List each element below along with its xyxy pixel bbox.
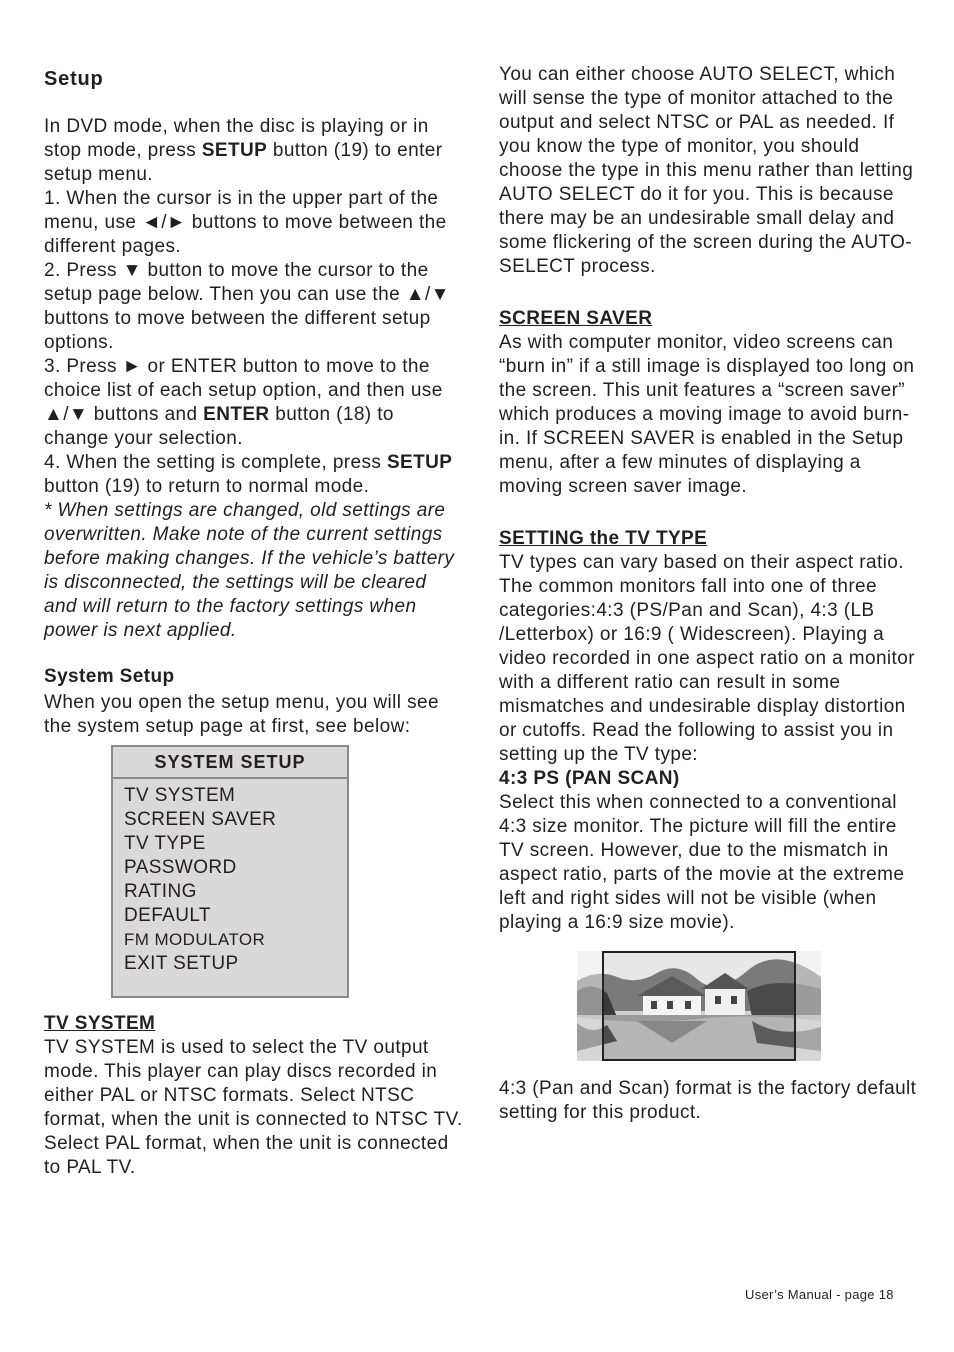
pan-scan-text: Select this when connected to a conventional 4:3 size monitor. The picture will fill the entire TV screen. However, due to the mismatch in aspect ratio, parts of the movie at the extreme left and right sides will not be visible (when playing a 16:9 size movie).	[499, 792, 905, 933]
setup-keyword: SETUP	[201, 140, 268, 161]
menu-items	[113, 779, 347, 996]
step-1-text-end: buttons to move between the different pages.	[44, 212, 447, 257]
right-arrow-icon: ►	[122, 356, 142, 377]
menu-item: DEFAULT	[124, 905, 211, 926]
intro-text: In DVD mode, when the disc is playing or in stop mode, press	[44, 116, 429, 161]
menu-item: RATING	[124, 881, 197, 902]
step-3-text-mid: or ENTER button to move to the choice list of each setup option, and then use	[44, 356, 443, 401]
step-3-text: 3. Press	[44, 356, 123, 377]
setup-keyword: SETUP	[386, 452, 453, 473]
system-setup-text: When you open the setup menu, you will see the system setup page at first, see below:	[44, 692, 439, 737]
system-setup-heading: System Setup	[44, 666, 175, 687]
intro-text-end: button (19) to enter setup menu.	[44, 140, 443, 185]
settings-note: * When settings are changed, old settings are overwritten. Make note of the current settings before making changes. If the vehicle’s battery is disconnected, the settings will be cleared and will return to the factory settings when power is next applied.	[44, 500, 455, 641]
up-down-arrows-icon: ▲/▼	[405, 284, 450, 305]
step-3-text-mid2: buttons and	[88, 404, 204, 425]
page-footer: User’s Manual - page 18	[745, 1287, 894, 1302]
step-3-text-end: button (18) to change your selection.	[44, 404, 394, 449]
pan-scan-heading: 4:3 PS (PAN SCAN)	[499, 768, 680, 789]
up-down-arrows-icon: ▲/▼	[44, 404, 89, 425]
step-4-text-end: button (19) to return to normal mode.	[44, 476, 370, 497]
setup-heading: Setup	[44, 68, 104, 90]
tv-system-heading: TV SYSTEM	[44, 1013, 156, 1034]
menu-item: SCREEN SAVER	[124, 809, 277, 830]
step-2-text-mid: button to move the cursor to the setup page below. Then you can use the	[44, 260, 429, 305]
tv-type-text: TV types can vary based on their aspect ratio. The common monitors fall into one of three categories:4:3 (PS/Pan and Scan), 4:3 (LB /Letterbox) or 16:9 ( Widescreen). Playing a video recorded in one aspect ratio on a monitor with a different ratio can result in some mismatches and undesirable display distortion or cutoffs. Read the following to assist you in setting up the TV type:	[499, 552, 915, 765]
tv-type-heading: SETTING the TV TYPE	[499, 528, 708, 549]
tv-system-text: TV SYSTEM is used to select the TV output mode. This player can play discs recorded in either PAL or NTSC formats. Select NTSC format, when the unit is connected to NTSC TV.	[44, 1037, 463, 1130]
step-4	[44, 451, 464, 499]
menu-item: PASSWORD	[124, 857, 237, 878]
pan-scan-illustration	[577, 951, 821, 1061]
right-column	[499, 63, 919, 1125]
left-column	[44, 67, 464, 1180]
down-arrow-icon: ▼	[122, 260, 142, 281]
step-3	[44, 355, 464, 451]
auto-select-text: You can either choose AUTO SELECT, which will sense the type of monitor attached to the output and select NTSC or PAL as needed. If you know the type of monitor, you should choose the type in this menu rather than letting AUTO SELECT do it for you. This is because there may be an undesirable small delay and some flickering of the screen during the AUTO-SELECT process.	[499, 64, 914, 277]
system-setup-menu	[111, 745, 349, 998]
default-setting-text: 4:3 (Pan and Scan) format is the factory default setting for this product.	[499, 1078, 917, 1123]
menu-title: SYSTEM SETUP	[113, 747, 347, 779]
landscape-picture-icon	[577, 951, 821, 1061]
menu-item: FM MODULATOR	[124, 930, 266, 949]
menu-item: TV TYPE	[124, 833, 206, 854]
step-1	[44, 187, 464, 259]
step-4-text: 4. When the setting is complete, press	[44, 452, 387, 473]
screen-saver-text: As with computer monitor, video screens can “burn in” if a still image is displayed too long on the screen. This unit features a “screen saver” which produces a moving image to avoid burn-in. If SCREEN SAVER is enabled in the Setup menu, after a few minutes of displaying a moving screen saver image.	[499, 332, 915, 497]
left-right-arrows-icon: ◄/►	[142, 212, 187, 233]
step-2-text: 2. Press	[44, 260, 123, 281]
step-2-text-end: buttons to move between the different setup options.	[44, 308, 431, 353]
tv-system-text-pal: Select PAL format, when the unit is connected to PAL TV.	[44, 1133, 449, 1178]
step-1-text: 1. When the cursor is in the upper part of the menu, use	[44, 188, 439, 233]
intro-paragraph	[44, 115, 464, 187]
enter-keyword: ENTER	[203, 404, 270, 425]
menu-item: EXIT SETUP	[124, 953, 239, 974]
menu-item: TV SYSTEM	[124, 785, 236, 806]
step-2	[44, 259, 464, 355]
screen-saver-heading: SCREEN SAVER	[499, 308, 653, 329]
